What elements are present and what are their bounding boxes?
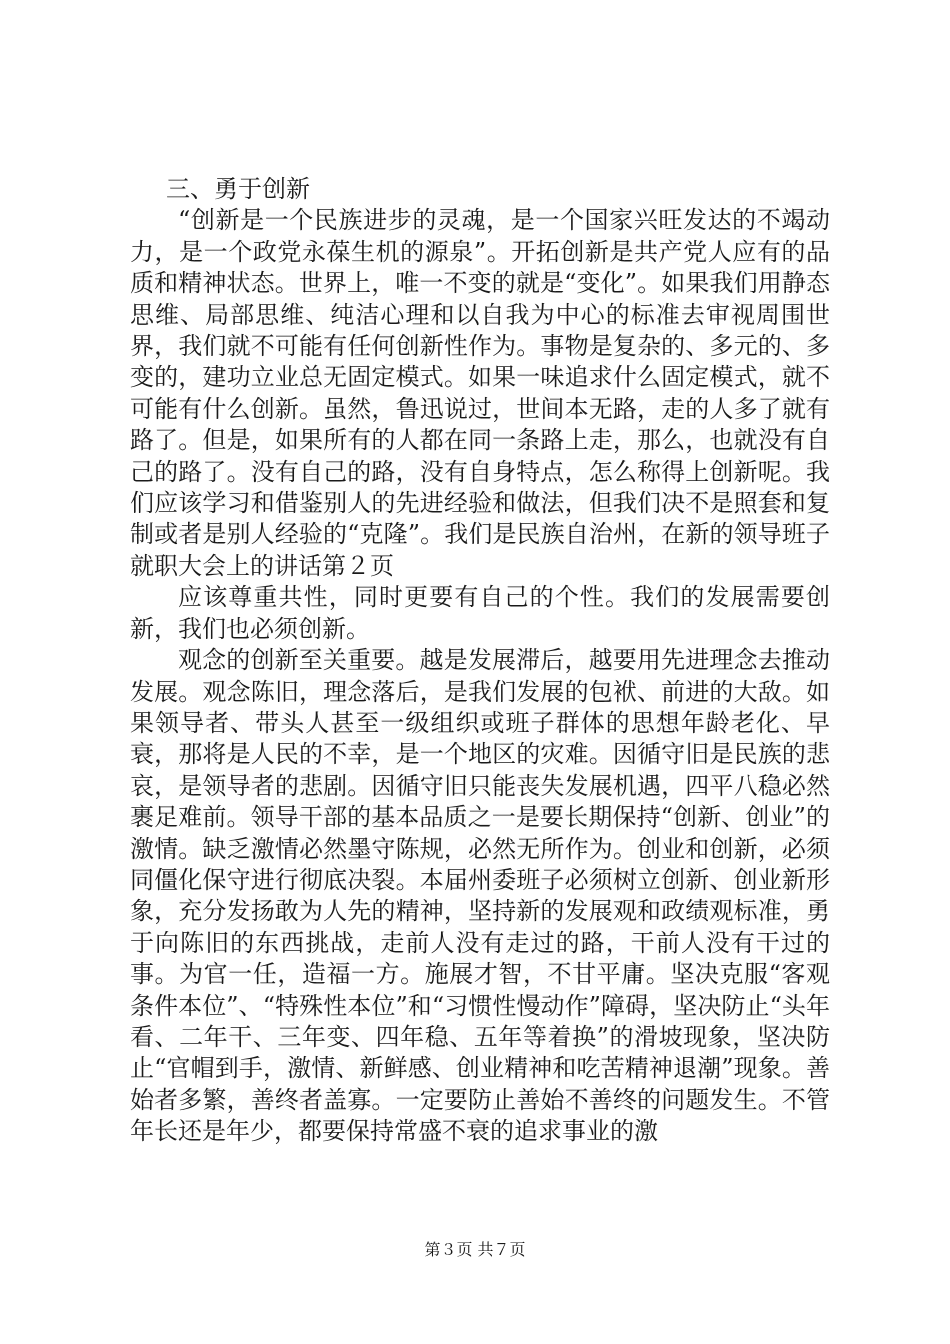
paragraph: 应该尊重共性，同时更要有自己的个性。我们的发展需要创新，我们也必须创新。	[130, 583, 830, 643]
paragraph: “创新是一个民族进步的灵魂，是一个国家兴旺发达的不竭动力，是一个政党永葆生机的源泉”。开拓创新是共产党人应有的品质和精神状态。世界上，唯一不变的就是“变化”。如果我们用静态思维、局部思维、纯洁心理和以自我为中心的标准去审视周围世界，我们就不可能有任何创新性作为。事物是复杂的、多元的、多变的，建功立业总无固定模式。如果一味追求什么固定模式，就不可能有什么创新。虽然，鲁迅说过，世间本无路，走的人多了就有路了。但是，如果所有的人都在同一条路上走，那么，也就没有自己的路了。没有自己的路，没有自身特点，怎么称得上创新呢。我们应该学习和借鉴别人的先进经验和做法，但我们决不是照套和复制或者是别人经验的“克隆”。我们是民族自治州，在新的领导班子就职大会上的讲话第２页	[130, 206, 830, 580]
paragraph: 观念的创新至关重要。越是发展滞后，越要用先进理念去推动发展。观念陈旧，理念落后，是我们发展的包袱、前进的大敌。如果领导者、带头人甚至一级组织或班子群体的思想年龄老化、早衰，那将是人民的不幸，是一个地区的灾难。因循守旧是民族的悲哀，是领导者的悲剧。因循守旧只能丧失发展机遇，四平八稳必然裹足难前。领导干部的基本品质之一是要长期保持“创新、创业”的激情。缺乏激情必然墨守陈规，必然无所作为。创业和创新，必须同僵化保守进行彻底决裂。本届州委班子必须树立创新、创业新形象，充分发扬敢为人先的精神，坚持新的发展观和政绩观标准，勇于向陈旧的东西挑战，走前人没有走过的路，干前人没有干过的事。为官一任，造福一方。施展才智，不甘平庸。坚决克服“客观条件本位”、“特殊性本位”和“习惯性慢动作”障碍，坚决防止“头年看、二年干、三年变、四年稳、五年等着换”的滑坡现象，坚决防止“官帽到手，激情、新鲜感、创业精神和吃苦精神退潮”现象。善始者多繁，善终者盖寡。一定要防止善始不善终的问题发生。不管年长还是年少，都要保持常盛不衰的追求事业的激	[130, 646, 830, 1146]
page-number-footer: 第３页 共７页	[424, 1240, 526, 1259]
document-body	[130, 174, 830, 1148]
section-heading: 三、勇于创新	[166, 175, 310, 203]
